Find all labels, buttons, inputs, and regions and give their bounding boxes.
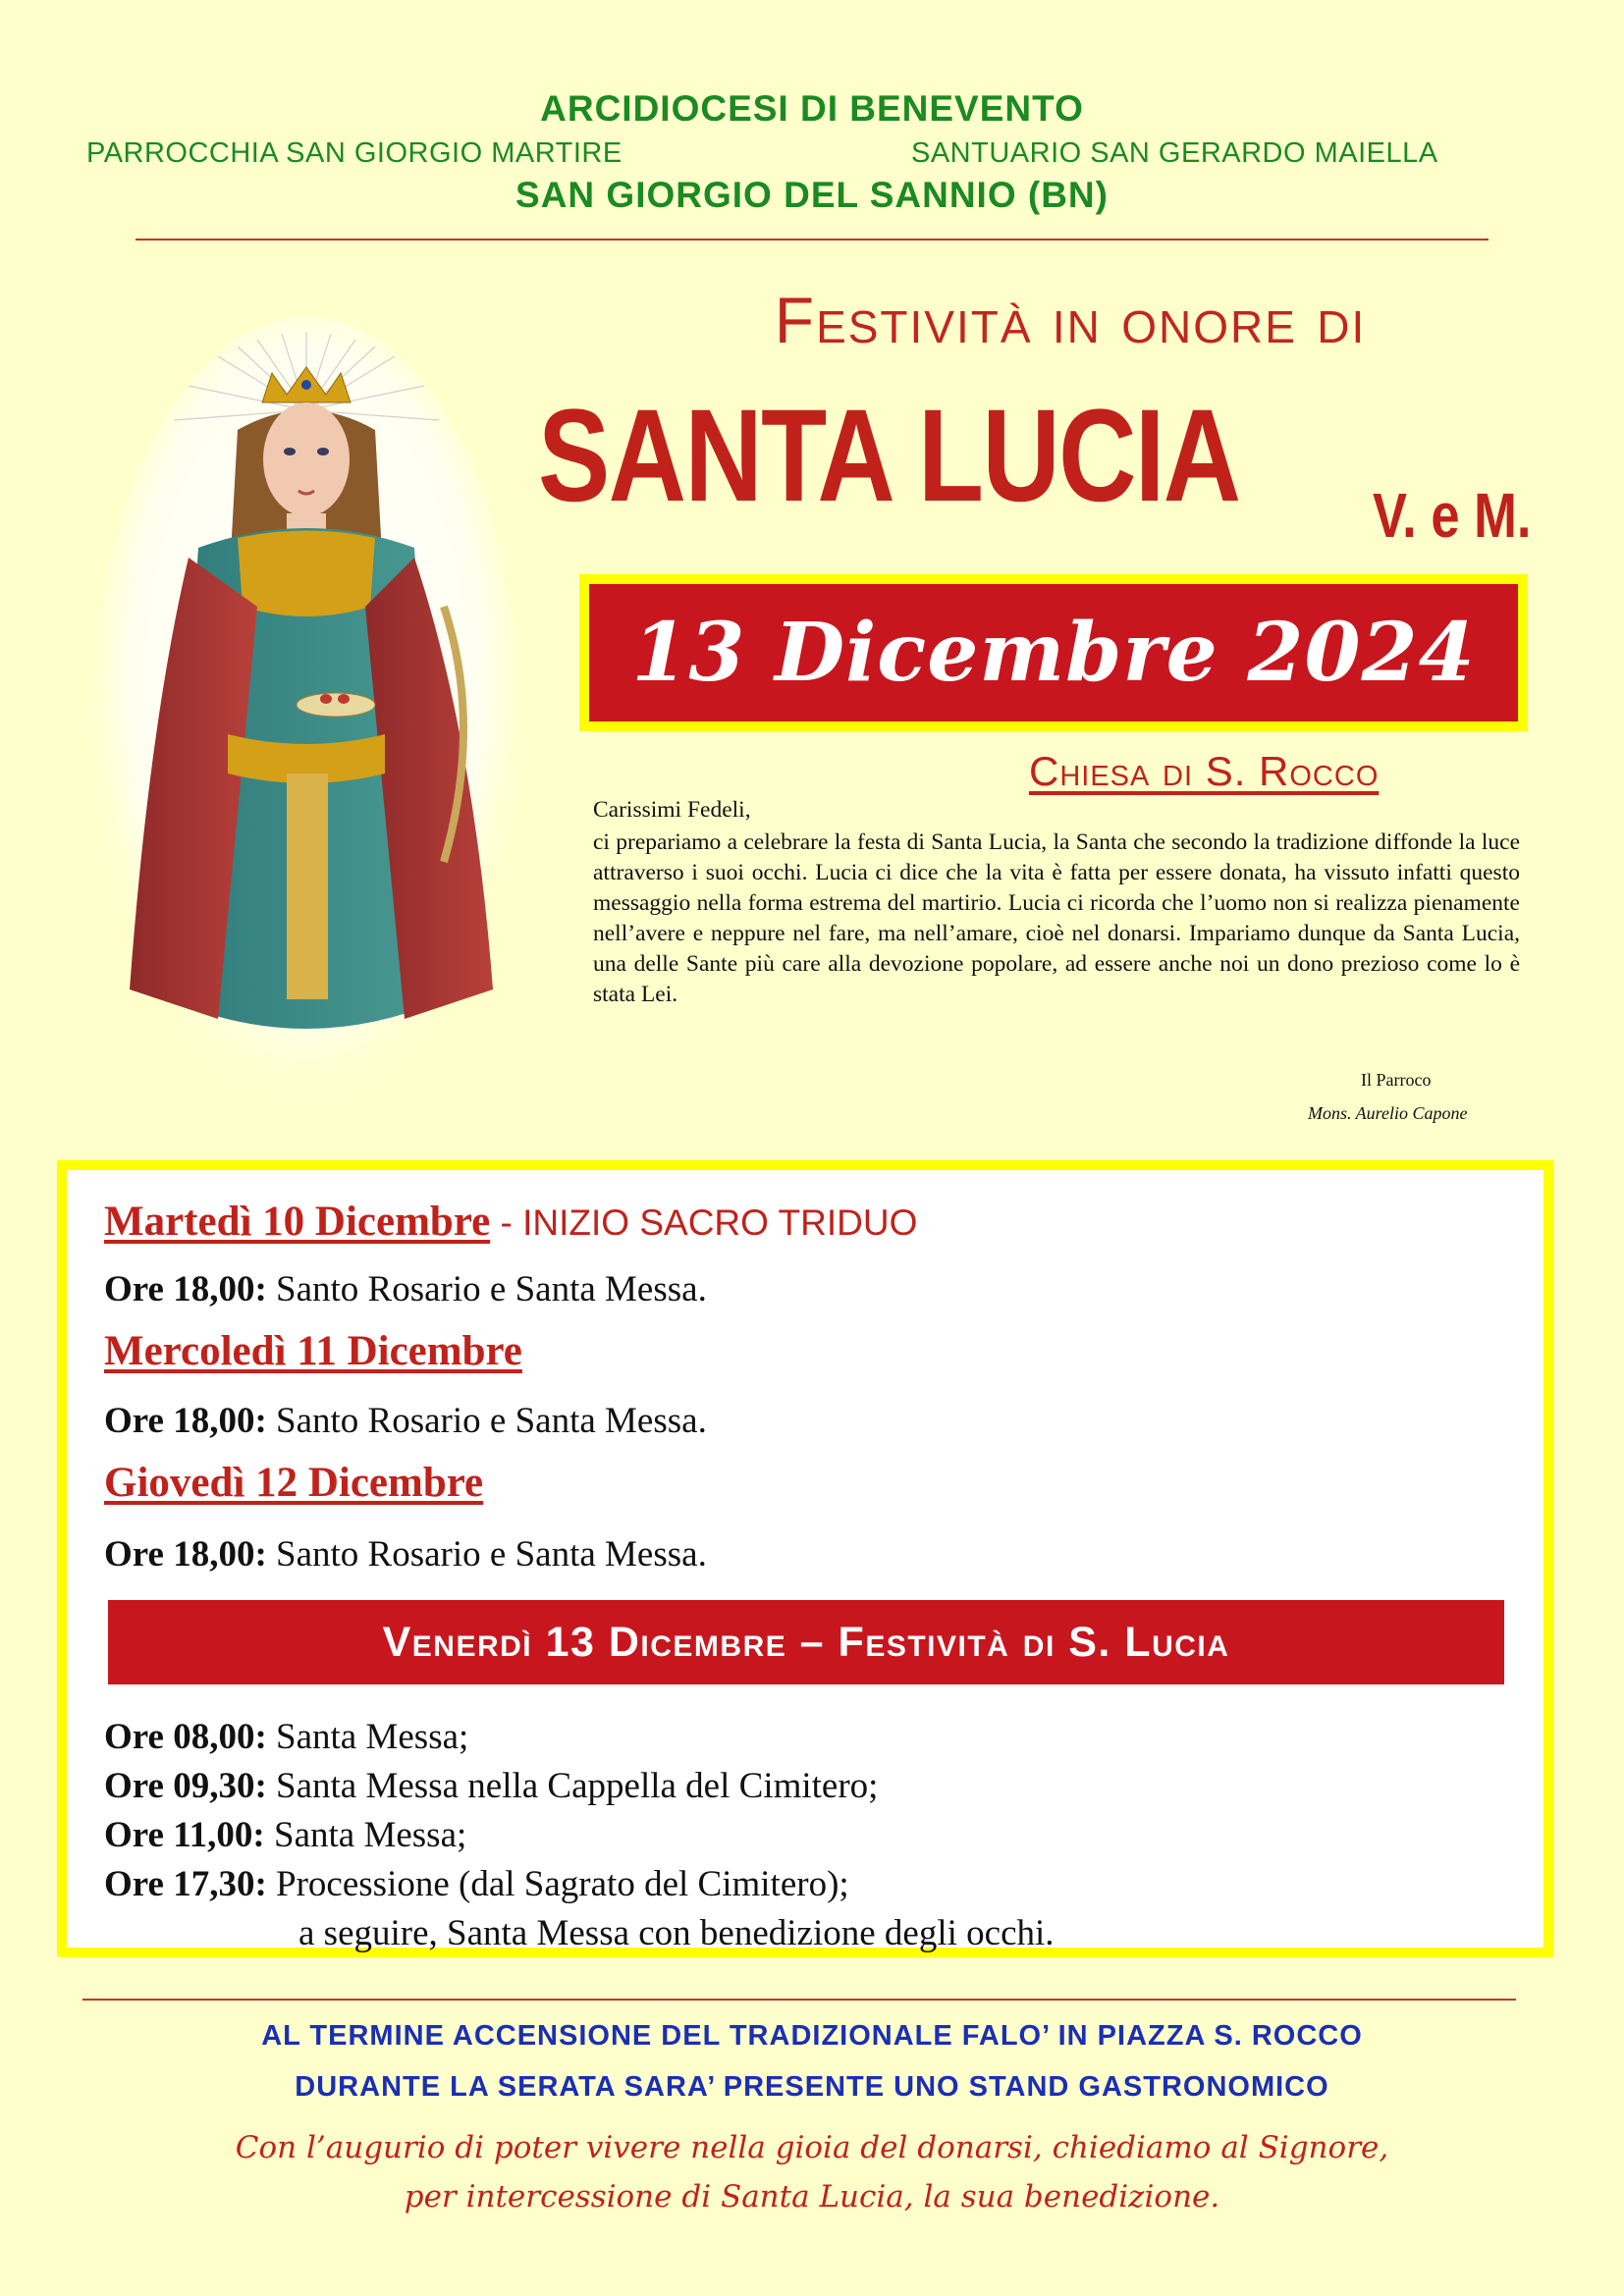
schedule-time: Ore 17,30: <box>104 1864 267 1904</box>
feast-schedule-continuation: a seguire, Santa Messa con benedizione degli occhi. <box>298 1913 1055 1953</box>
feast-date: 13 Dicembre 2024 <box>631 606 1476 700</box>
feast-schedule-line <box>104 1863 849 1905</box>
schedule-event: Santo Rosario e Santa Messa. <box>266 1534 707 1575</box>
closing-blessing-line-1: Con l’augurio di poter vivere nella gioia del donarsi, chiediamo al Signore, <box>235 2130 1389 2165</box>
footer-bonfire-notice: AL TERMINE ACCENSIONE DEL TRADIZIONALE FALO’ IN PIAZZA S. ROCCO <box>261 2020 1363 2052</box>
day-note: - INIZIO SACRO TRIDUO <box>490 1202 918 1243</box>
schedule-event: Santo Rosario e Santa Messa. <box>266 1269 707 1309</box>
schedule-event: Santa Messa; <box>264 1815 467 1855</box>
feast-schedule-line <box>104 1814 466 1856</box>
day-label: Mercoledì 11 Dicembre <box>104 1328 522 1374</box>
signature-name: Mons. Aurelio Capone <box>1308 1103 1468 1123</box>
letter-body: ci prepariamo a celebrare la festa di Santa Lucia, la Santa che secondo la tradizione diffonde la luce attraverso i suoi occhi. Lucia ci dice che la vita è fatta per essere donata, ha vissuto infatti questo messaggio nella forma estrema del martirio. Lucia ci ricorda che l’uomo non si realizza pienamente nell’avere e neppure nel fare, ma nell’amare, cioè nel donarsi. Impariamo dunque da Santa Lucia, una delle Sante più care alla devozione popolare, ad essere anche noi un dono prezioso come lo è stata Lei. <box>593 829 1520 1007</box>
town-name: SAN GIORGIO DEL SANNIO (BN) <box>515 175 1109 215</box>
schedule-time: Ore 18,00: <box>104 1401 267 1441</box>
day-label: Giovedì 12 Dicembre <box>104 1460 484 1506</box>
letter-greeting: Carissimi Fedeli, <box>593 797 751 823</box>
sanctuary-name: SANTUARIO SAN GERARDO MAIELLA <box>911 137 1438 169</box>
pastor-letter <box>593 795 1520 1010</box>
festivity-heading: Festività in onore di <box>774 284 1367 356</box>
schedule-line <box>104 1400 707 1442</box>
feast-schedule-line <box>104 1765 878 1807</box>
schedule-time: Ore 09,30: <box>104 1766 267 1806</box>
saint-name-title: SANTA LUCIA <box>538 383 1240 529</box>
church-name: Chiesa di S. Rocco <box>1029 748 1380 794</box>
schedule-line <box>104 1268 707 1310</box>
schedule-event: Santa Messa nella Cappella del Cimitero; <box>266 1766 879 1806</box>
program-box <box>57 1160 1553 1957</box>
footer-divider <box>82 1999 1516 2001</box>
schedule-event: Processione (dal Sagrato del Cimitero); <box>266 1864 849 1904</box>
saint-lucia-image <box>90 312 522 1127</box>
schedule-event: Santa Messa; <box>266 1717 469 1757</box>
day-label: Martedì 10 Dicembre <box>104 1199 491 1245</box>
closing-blessing-line-2: per intercessione di Santa Lucia, la sua benedizione. <box>404 2179 1220 2215</box>
feast-date-banner <box>579 574 1528 731</box>
triduo-day-3 <box>104 1459 483 1507</box>
feast-day-banner <box>108 1600 1504 1684</box>
schedule-event: Santo Rosario e Santa Messa. <box>266 1401 707 1441</box>
archdiocese-title: ARCIDIOCESI DI BENEVENTO <box>540 88 1084 129</box>
feast-day-title: Venerdì 13 Dicembre – Festività di S. Lucia <box>382 1618 1230 1666</box>
schedule-time: Ore 18,00: <box>104 1534 267 1575</box>
schedule-line <box>104 1533 707 1575</box>
feast-date-inner <box>589 584 1518 721</box>
signature-role: Il Parroco <box>1361 1070 1432 1090</box>
triduo-day-2 <box>104 1327 522 1375</box>
schedule-time: Ore 08,00: <box>104 1717 267 1757</box>
triduo-day-1 <box>104 1198 917 1246</box>
schedule-time: Ore 18,00: <box>104 1269 267 1309</box>
footer-food-stand-notice: DURANTE LA SERATA SARA’ PRESENTE UNO STAND GASTRONOMICO <box>295 2071 1329 2103</box>
schedule-time: Ore 11,00: <box>104 1815 265 1855</box>
parish-name: PARROCCHIA SAN GIORGIO MARTIRE <box>86 137 623 169</box>
feast-schedule-line <box>104 1716 468 1758</box>
saint-title-suffix: V. e M. <box>1373 480 1532 551</box>
header-divider <box>135 239 1489 240</box>
